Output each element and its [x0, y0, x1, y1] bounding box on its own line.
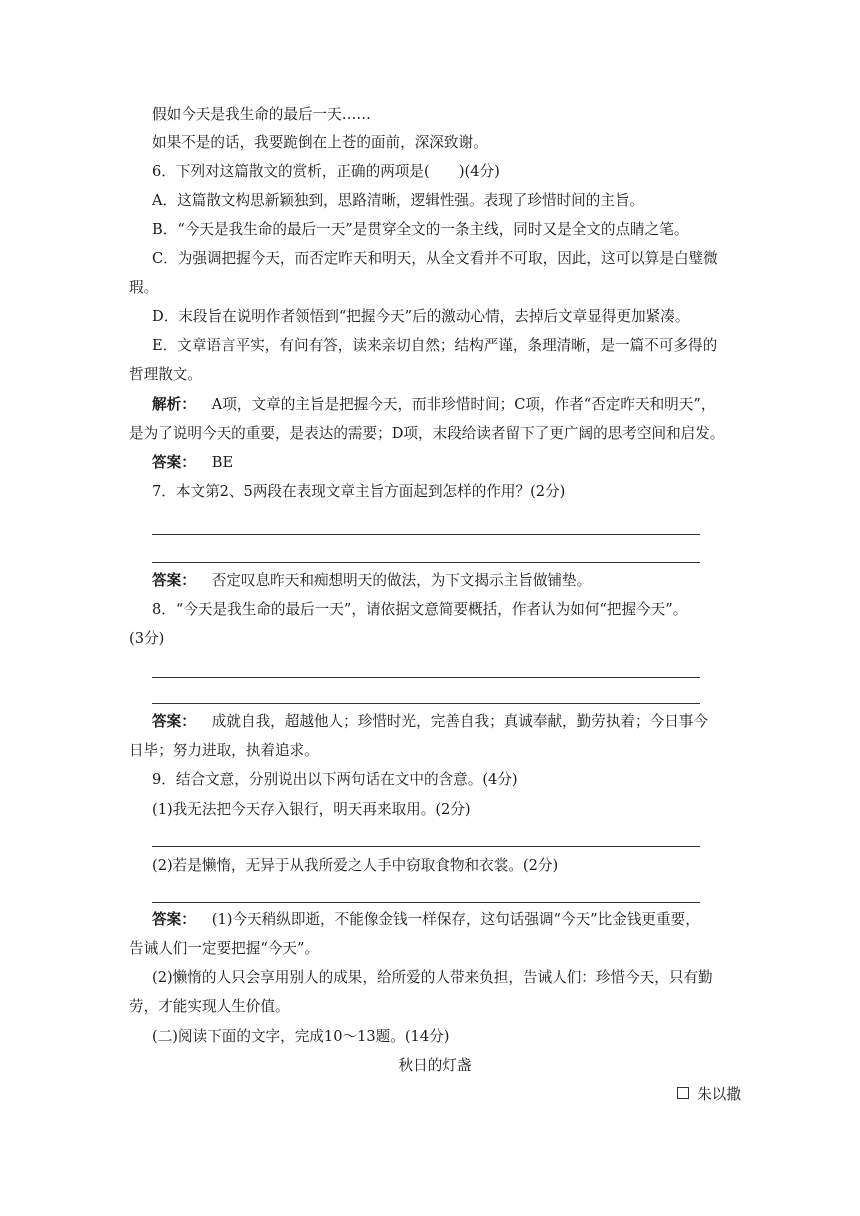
answer-9-2-cont: 劳，才能实现人生价值。 [129, 998, 290, 1015]
option-d: D．末段旨在说明作者领悟到“把握今天”后的激动心情，去掉后文章显得更加紧凑。 [152, 308, 690, 325]
answer-8 [152, 712, 741, 732]
answer-text: 成就自我，超越他人；珍惜时光，完善自我；真诚奉献，勤劳执着；今日事今 [211, 713, 708, 730]
answer-9-cont: 告诫人们一定要把握“今天”。 [129, 940, 320, 957]
answer-9 [152, 910, 741, 930]
answer-9-2: (2)懒惰的人只会享用别人的成果，给所爱的人带来负担，告诫人们：珍惜今天，只有勤 [152, 969, 713, 986]
question-6: 6．下列对这篇散文的赏析，正确的两项是( )(4分) [152, 163, 500, 180]
answer-blank-line [152, 534, 700, 535]
answer-label: 答案： [152, 713, 196, 730]
question-7: 7．本文第2、5两段在表现文章主旨方面起到怎样的作用？(2分) [152, 483, 566, 500]
answer-text: 否定叹息昨天和痴想明天的做法，为下文揭示主旨做铺垫。 [211, 572, 592, 589]
option-e: E．文章语言平实，有问有答，读来亲切自然；结构严谨，条理清晰，是一篇不可多得的 [152, 337, 718, 354]
square-icon [677, 1087, 689, 1099]
answer-label: 答案： [152, 911, 196, 928]
question-8: 8．“今天是我生命的最后一天”，请依据文意简要概括，作者认为如何“把握今天”。 [152, 601, 688, 618]
text-line: 假如今天是我生命的最后一天…… [152, 106, 371, 123]
answer-blank-line [152, 677, 700, 678]
option-b: B．“今天是我生命的最后一天”是贯穿全文的一条主线，同时又是全文的点睛之笔。 [152, 221, 689, 238]
section-heading: (二)阅读下面的文字，完成10～13题。(14分) [152, 1028, 450, 1045]
answer-label: 答案： [152, 454, 196, 471]
answer-blank-line [152, 562, 700, 563]
option-c: C．为强调把握今天，而否定昨天和明天，从全文看并不可取，因此，这可以算是白璧微 [152, 250, 718, 267]
answer-7 [152, 571, 741, 591]
article-author: 朱以撒 [697, 1086, 741, 1103]
question-9-2: (2)若是懒惰，无异于从我所爱之人手中窃取食物和衣裳。(2分) [152, 857, 559, 874]
analysis-label: 解析： [152, 396, 196, 413]
option-e-cont: 哲理散文。 [129, 366, 202, 383]
question-9-1: (1)我无法把今天存入银行，明天再来取用。(2分) [152, 801, 471, 818]
question-9: 9．结合文意，分别说出以下两句话在文中的含意。(4分) [152, 771, 518, 788]
text-line: 如果不是的话，我要跪倒在上苍的面前，深深致谢。 [152, 134, 488, 151]
answer-8-cont: 日毕；努力进取，执着追求。 [129, 742, 319, 759]
answer-text: BE [211, 454, 234, 471]
article-title: 秋日的灯盏 [398, 1057, 472, 1074]
analysis-line [152, 395, 741, 415]
answer-blank-line [152, 846, 700, 847]
answer-6 [152, 453, 741, 473]
analysis-cont: 是为了说明今天的重要，是表达的需要；D项，末段给读者留下了更广阔的思考空间和启发。 [129, 425, 725, 442]
analysis-text: A项，文章的主旨是把握今天，而非珍惜时间；C项，作者“否定昨天和明天”， [211, 396, 716, 413]
answer-text: (1)今天稍纵即逝，不能像金钱一样保存，这句话强调“今天”比金钱更重要， [211, 911, 700, 928]
question-8-cont: (3分) [129, 630, 165, 647]
option-a: A．这篇散文构思新颖独到，思路清晰，逻辑性强。表现了珍惜时间的主旨。 [152, 192, 645, 209]
answer-blank-line [152, 703, 700, 704]
article-author-line [129, 1085, 741, 1105]
option-c-cont: 瑕。 [129, 279, 159, 296]
answer-blank-line [152, 902, 700, 903]
answer-label: 答案： [152, 572, 196, 589]
